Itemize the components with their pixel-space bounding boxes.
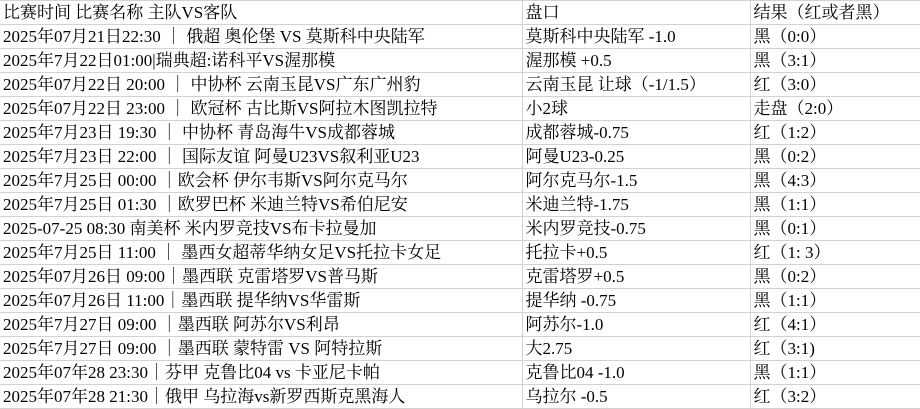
handicap-cell[interactable]: 克鲁比04 -1.0 — [522, 361, 750, 385]
handicap-cell[interactable]: 阿尔克马尔-1.5 — [522, 169, 750, 193]
table-row — [0, 169, 920, 193]
header-row — [0, 1, 920, 25]
match-cell[interactable]: 2025年07月21日22:30 ｜ 俄超 奥伦堡 VS 莫斯科中央陆军 — [0, 25, 522, 49]
table-row — [0, 145, 920, 169]
table-row — [0, 313, 920, 337]
table-row — [0, 121, 920, 145]
result-cell[interactable]: 红（1: 3） — [750, 241, 920, 265]
match-cell[interactable]: 2025年7月25日 00:00 ｜欧会杯 伊尔韦斯VS阿尔克马尔 — [0, 169, 522, 193]
table-row — [0, 73, 920, 97]
table-row — [0, 49, 920, 73]
match-cell[interactable]: 2025年07月26日 09:00｜墨西联 克雷塔罗VS普马斯 — [0, 265, 522, 289]
handicap-cell[interactable]: 提华纳 -0.75 — [522, 289, 750, 313]
match-cell[interactable]: 2025年07月22日 20:00 ｜ 中协杯 云南玉昆VS广东广州豹 — [0, 73, 522, 97]
result-cell[interactable]: 红（3:2） — [750, 385, 920, 409]
handicap-cell[interactable]: 阿曼U23-0.25 — [522, 145, 750, 169]
handicap-cell[interactable]: 云南玉昆 让球（-1/1.5） — [522, 73, 750, 97]
match-cell[interactable]: 2025年7月27日 09:00 ｜墨西联 阿苏尔VS利昂 — [0, 313, 522, 337]
result-cell[interactable]: 黑（1:1） — [750, 193, 920, 217]
result-cell[interactable]: 走盘（2:0） — [750, 97, 920, 121]
table-row — [0, 337, 920, 361]
result-cell[interactable]: 黑（1:1） — [750, 289, 920, 313]
handicap-cell[interactable]: 渥那模 +0.5 — [522, 49, 750, 73]
result-cell[interactable]: 红（3:1) — [750, 337, 920, 361]
match-cell[interactable]: 2025年7月25日 01:30 ｜欧罗巴杯 米迪兰特VS希伯尼安 — [0, 193, 522, 217]
result-cell[interactable]: 黑（0:1） — [750, 217, 920, 241]
result-cell[interactable]: 红（4:1） — [750, 313, 920, 337]
result-cell[interactable]: 红（1:2） — [750, 121, 920, 145]
match-cell[interactable]: 2025年07年28 21:30｜俄甲 乌拉海vs新罗西斯克黑海人 — [0, 385, 522, 409]
handicap-cell[interactable]: 大2.75 — [522, 337, 750, 361]
match-cell[interactable]: 2025-07-25 08:30 南美杯 米内罗竞技VS布卡拉曼加 — [0, 217, 522, 241]
handicap-cell[interactable]: 米迪兰特-1.75 — [522, 193, 750, 217]
match-cell[interactable]: 2025年7月25日 11:00 ｜ 墨西女超蒂华纳女足VS托拉卡女足 — [0, 241, 522, 265]
result-cell[interactable]: 黑（0:2） — [750, 145, 920, 169]
handicap-cell[interactable]: 阿苏尔-1.0 — [522, 313, 750, 337]
result-cell[interactable]: 黑（0:2） — [750, 265, 920, 289]
match-cell[interactable]: 2025年07月26日 11:00｜墨西联 提华纳VS华雷斯 — [0, 289, 522, 313]
match-cell[interactable]: 2025年7月23日 19:30 ｜ 中协杯 青岛海牛VS成都蓉城 — [0, 121, 522, 145]
column-header-result[interactable]: 结果（红或者黑） — [750, 1, 920, 25]
match-cell[interactable]: 2025年7月23日 22:00 ｜ 国际友谊 阿曼U23VS叙利亚U23 — [0, 145, 522, 169]
table-row — [0, 241, 920, 265]
table-row — [0, 217, 920, 241]
match-cell[interactable]: 2025年07月22日 23:00 ｜ 欧冠杯 古比斯VS阿拉木图凯拉特 — [0, 97, 522, 121]
handicap-cell[interactable]: 托拉卡+0.5 — [522, 241, 750, 265]
handicap-cell[interactable]: 米内罗竞技-0.75 — [522, 217, 750, 241]
table-row — [0, 97, 920, 121]
result-cell[interactable]: 黑（3:1） — [750, 49, 920, 73]
table-row — [0, 25, 920, 49]
table-row — [0, 193, 920, 217]
match-cell[interactable]: 2025年07年28 23:30｜芬甲 克鲁比04 vs 卡亚尼卡帕 — [0, 361, 522, 385]
handicap-cell[interactable]: 克雷塔罗+0.5 — [522, 265, 750, 289]
handicap-cell[interactable]: 成都蓉城-0.75 — [522, 121, 750, 145]
table-row — [0, 385, 920, 409]
table-row — [0, 289, 920, 313]
table-row — [0, 265, 920, 289]
match-cell[interactable]: 2025年7月27日 09:00 ｜墨西联 蒙特雷 VS 阿特拉斯 — [0, 337, 522, 361]
handicap-cell[interactable]: 乌拉尔 -0.5 — [522, 385, 750, 409]
column-header-handicap[interactable]: 盘口 — [522, 1, 750, 25]
table-row — [0, 361, 920, 385]
result-cell[interactable]: 红（3:0） — [750, 73, 920, 97]
result-cell[interactable]: 黑（1:1） — [750, 361, 920, 385]
match-cell[interactable]: 2025年7月22日01:00|瑞典超:诺科平VS渥那模 — [0, 49, 522, 73]
handicap-cell[interactable]: 莫斯科中央陆军 -1.0 — [522, 25, 750, 49]
handicap-cell[interactable]: 小2球 — [522, 97, 750, 121]
column-header-match[interactable]: 比赛时间 比赛名称 主队VS客队 — [0, 1, 522, 25]
result-cell[interactable]: 黑（0:0） — [750, 25, 920, 49]
result-cell[interactable]: 黑（4:3） — [750, 169, 920, 193]
